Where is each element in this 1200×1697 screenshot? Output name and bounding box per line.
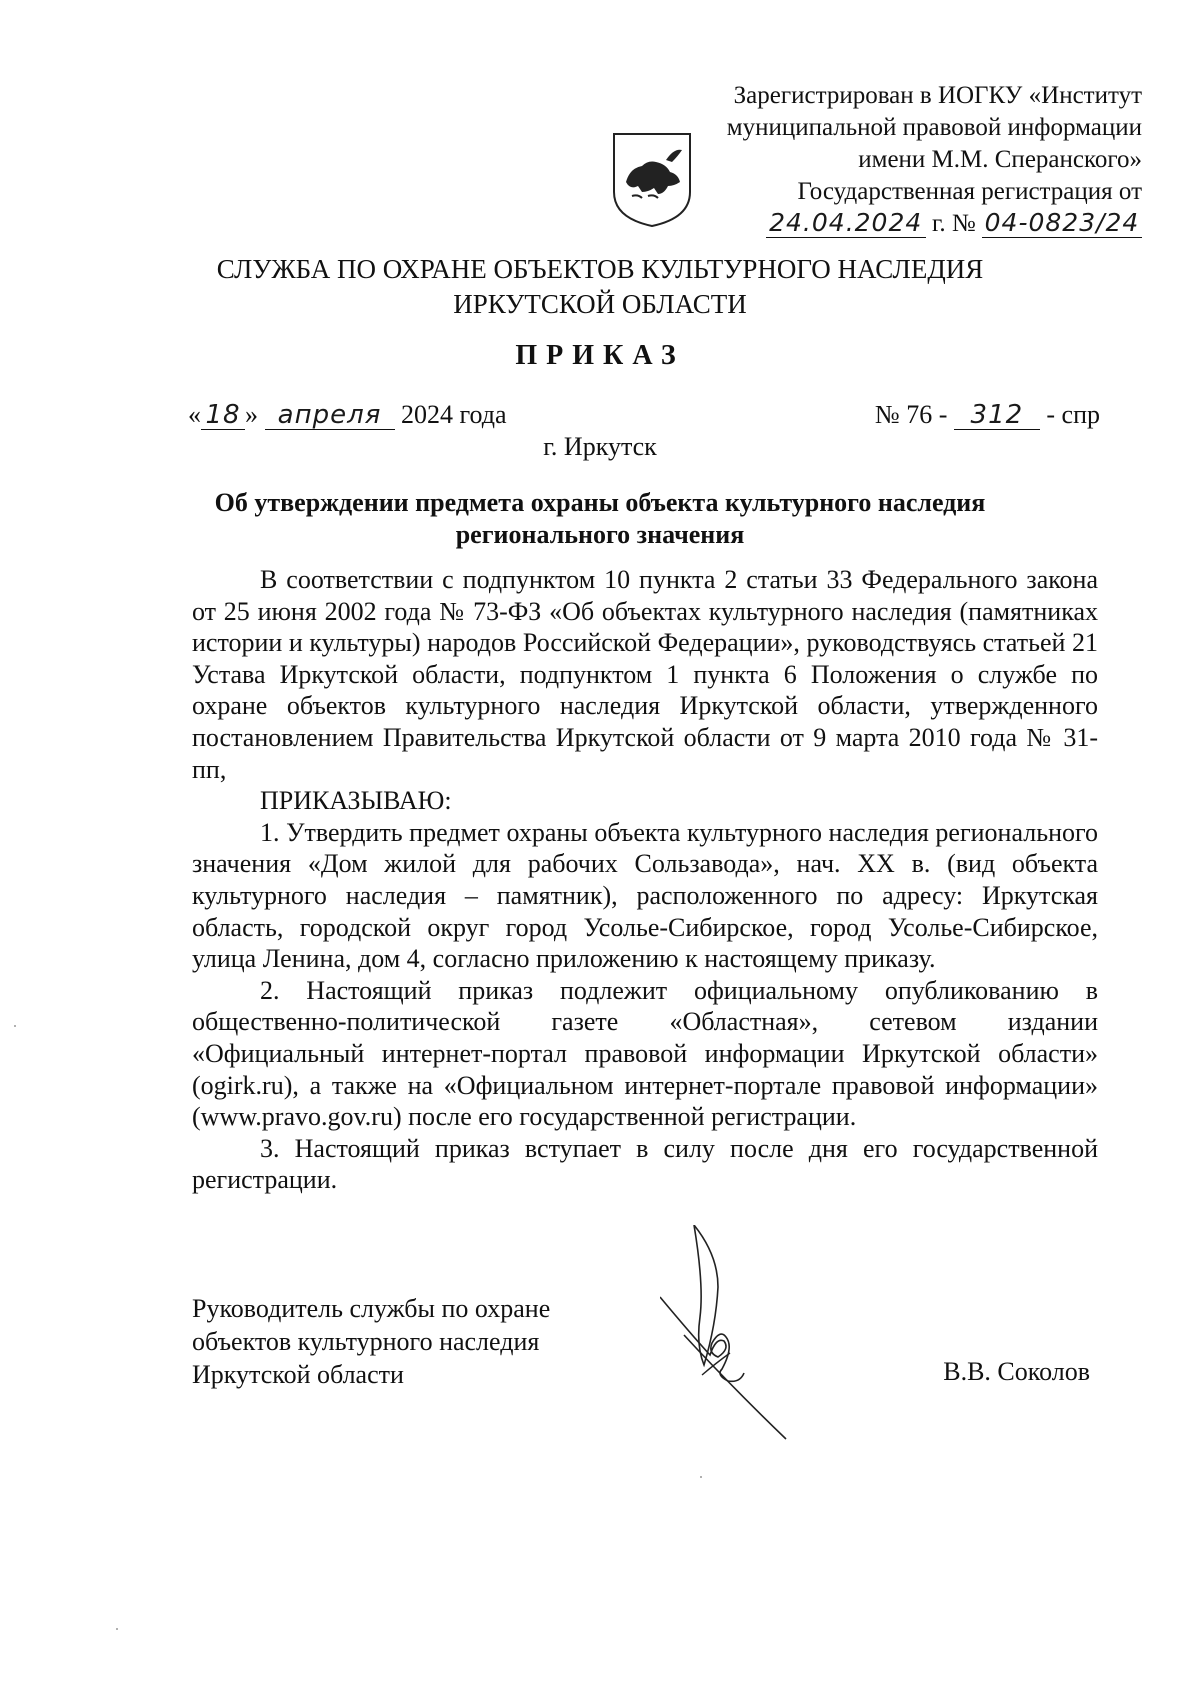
order-body <box>192 564 1098 1196</box>
document-type-title: ПРИКАЗ <box>515 340 685 371</box>
order-number <box>875 400 1100 430</box>
registration-line-3: имени М.М. Сперанского» <box>858 146 1142 173</box>
signatory-name: В.В. Соколов <box>943 1357 1090 1386</box>
order-subject <box>140 487 1060 551</box>
order-day-handwritten: 18 <box>201 401 245 430</box>
agency-name <box>0 252 1200 322</box>
order-item-2: 2. Настоящий приказ подлежит официальному опубликованию в общественно-политической газете «Областная», сетевом издании «Официальный интернет-портал правовой информации Иркутской области» (ogirk.ru), а также на «Официальном интернет-портале правовой информации» (www.pravo.gov.ru) после его государственной регистрации. <box>192 975 1098 1132</box>
registration-number-label: г. № <box>931 210 976 237</box>
order-item-3: 3. Настоящий приказ вступает в силу после дня его государственной регистрации. <box>192 1133 1098 1195</box>
order-word: ПРИКАЗЫВАЮ: <box>260 786 452 816</box>
subject-line-1: Об утверждении предмета охраны объекта культурного наследия <box>214 488 986 517</box>
order-number-suffix: - спр <box>1046 400 1100 429</box>
signatory-title-line-1: Руководитель службы по охране <box>192 1294 551 1323</box>
signatory-title <box>192 1292 612 1391</box>
order-item-1: 1. Утвердить предмет охраны объекта культурного наследия регионального значения «Дом жилой для рабочих Сользавода», нач. XX в. (вид объекта культурного наследия – памятник), расположенного по адресу: Иркутская область, городской округ город Усолье-Сибирское, город Усолье-Сибирское, улица Ленина, дом 4, согласно приложению к настоящему приказу. <box>192 817 1098 974</box>
preamble-paragraph: В соответствии с подпунктом 10 пункта 2 статьи 33 Федерального закона от 25 июня 2002 года № 73-ФЗ «Об объектах культурного наследия (памятниках истории и культуры) народов Российской Федерации», руководствуясь статьей 21 Устава Иркутской области, подпунктом 1 пункта 6 Положения о службе по охране объектов культурного наследия Иркутской области, утвержденного постановлением Правительства Иркутской области от 9 марта 2010 года № 31-пп, <box>192 565 1098 784</box>
registration-line-5 <box>672 208 1142 240</box>
scan-speck <box>116 1628 118 1630</box>
order-number-handwritten: 312 <box>954 401 1040 430</box>
quote-close: » <box>245 400 258 429</box>
order-date <box>188 400 507 430</box>
registration-line-1: Зарегистрирован в ИОГКУ «Институт <box>733 82 1142 109</box>
registration-line-4: Государственная регистрация от <box>797 178 1142 205</box>
registration-number-handwritten: 04-0823/24 <box>982 209 1142 238</box>
agency-line-1: СЛУЖБА ПО ОХРАНЕ ОБЪЕКТОВ КУЛЬТУРНОГО НАСЛЕДИЯ <box>216 254 984 284</box>
registration-date-handwritten: 24.04.2024 <box>766 209 926 238</box>
order-year: 2024 года <box>401 400 507 429</box>
order-number-prefix: № 76 - <box>874 400 948 429</box>
signatory-title-line-3: Иркутской области <box>192 1360 404 1389</box>
scan-speck <box>14 1025 16 1027</box>
registration-line-2: муниципальной правовой информации <box>726 114 1142 141</box>
agency-line-2: ИРКУТСКОЙ ОБЛАСТИ <box>453 289 747 319</box>
scan-speck <box>700 1476 702 1478</box>
subject-line-2: регионального значения <box>455 520 745 549</box>
order-month-handwritten: апреля <box>265 401 395 430</box>
order-city: г. Иркутск <box>543 432 657 461</box>
signatory-title-line-2: объектов культурного наследия <box>192 1327 540 1356</box>
registration-stamp <box>672 80 1142 240</box>
quote-open: « <box>188 400 201 429</box>
handwritten-signature <box>660 1225 820 1445</box>
coat-of-arms-icon <box>608 130 696 230</box>
